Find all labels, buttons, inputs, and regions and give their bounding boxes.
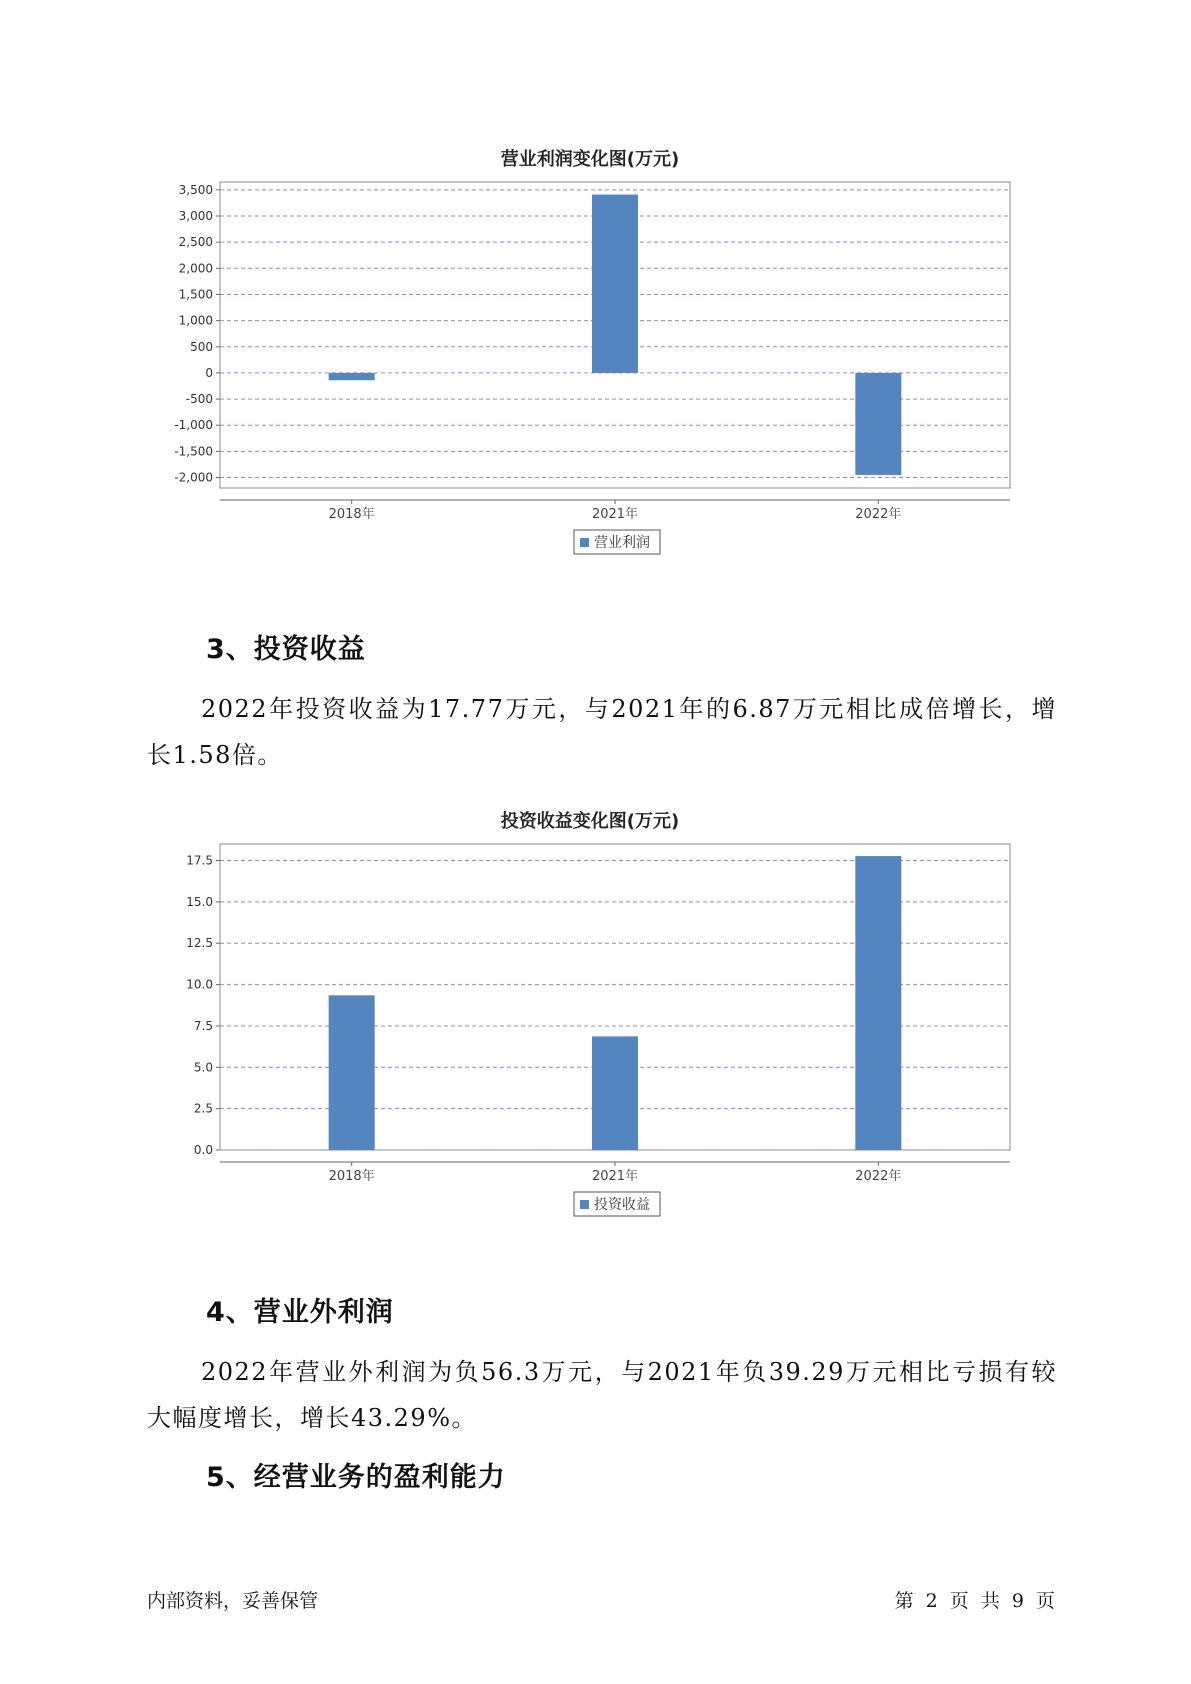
x-tick-label: 2018年	[328, 1169, 375, 1184]
bar-2021年	[592, 195, 638, 373]
bar-2022年	[855, 373, 901, 475]
section-4-heading: 4、营业外利润	[206, 1297, 394, 1328]
y-tick-label: 3,500	[178, 182, 213, 197]
y-tick-label: 15.0	[186, 894, 213, 909]
bar-2021年	[592, 1036, 638, 1150]
section-3-heading: 3、投资收益	[206, 634, 366, 665]
x-tick-label: 2021年	[591, 507, 639, 522]
y-tick-label: 3,000	[178, 209, 213, 223]
y-tick-label: 5.0	[193, 1060, 213, 1075]
y-tick-label: 12.5	[186, 936, 213, 951]
y-tick-label: 7.5	[193, 1018, 213, 1033]
chart-title: 投资收益变化图(万元)	[500, 811, 680, 832]
y-tick-label: 0	[205, 365, 213, 380]
y-tick-label: -500	[185, 392, 213, 407]
y-tick-label: -1,500	[174, 444, 213, 459]
bar-2018年	[329, 373, 375, 380]
legend-swatch	[580, 1200, 589, 1209]
footer-page-number: 第 2 页 共 9 页	[894, 1590, 1055, 1612]
bar-2022年	[855, 856, 901, 1150]
footer-confidential-note: 内部资料，妥善保管	[147, 1590, 319, 1612]
y-tick-label: 10.0	[186, 977, 213, 992]
y-tick-label: 17.5	[186, 853, 213, 868]
legend-label: 营业利润	[594, 535, 650, 551]
y-tick-label: 2.5	[193, 1101, 213, 1116]
y-tick-label: 1,000	[178, 313, 213, 328]
operating-profit-chart	[160, 140, 1020, 580]
section-5-heading: 5、经营业务的盈利能力	[206, 1462, 506, 1493]
y-tick-label: 2,000	[178, 261, 213, 276]
y-tick-label: -2,000	[174, 470, 213, 485]
section-4-paragraph: 2022年营业外利润为负56.3万元，与2021年负39.29万元相比亏损有较大幅度增长，增长43.29%。	[147, 1358, 1057, 1432]
x-tick-label: 2018年	[328, 507, 375, 522]
y-tick-label: -1,000	[174, 418, 213, 433]
operating-profit-chart-svg	[160, 170, 1020, 590]
legend-label: 投资收益	[594, 1197, 650, 1213]
x-tick-label: 2022年	[855, 1169, 902, 1184]
section-3-paragraph: 2022年投资收益为17.77万元，与2021年的6.87万元相比成倍增长，增长1.58倍。	[147, 695, 1057, 769]
y-tick-label: 0.0	[193, 1143, 213, 1157]
x-tick-label: 2022年	[855, 507, 902, 522]
legend-swatch	[580, 538, 589, 547]
investment-income-chart	[160, 802, 1020, 1242]
y-tick-label: 2,500	[178, 235, 213, 250]
y-tick-label: 500	[190, 339, 213, 354]
chart-title: 营业利润变化图(万元)	[500, 149, 680, 170]
x-tick-label: 2021年	[591, 1169, 639, 1184]
investment-income-chart-svg	[160, 832, 1020, 1252]
bar-2018年	[329, 995, 375, 1150]
y-tick-label: 1,500	[178, 287, 213, 302]
